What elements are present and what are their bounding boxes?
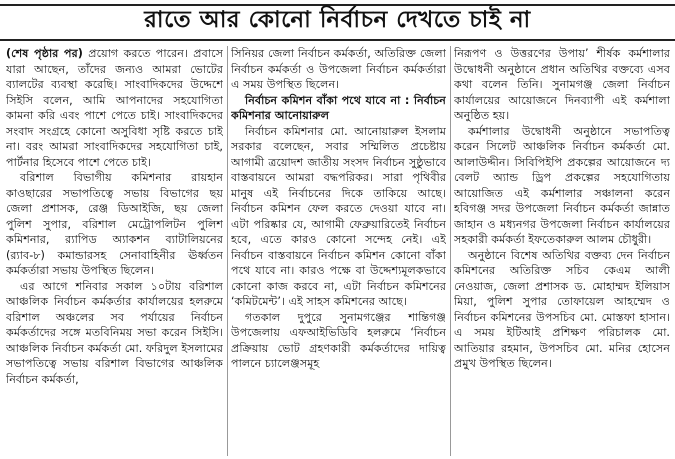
column-3 xyxy=(454,46,670,456)
headline-bottom-rule xyxy=(0,39,675,41)
continuation-tag: (শেষ পৃষ্ঠার পর) xyxy=(6,47,83,60)
article-body xyxy=(6,46,670,456)
paragraph: এর আগে শনিবার সকাল ১০টায় বরিশাল আঞ্চলিক নির্বাচন কর্মকর্তার কার্যালয়ের হলরুমে বরিশাল অঞ্চলের সব পর্যায়ের নির্বাচন কর্মকর্তাদের সঙ্গে মতবিনিময় সভা করেন সিইসি। আঞ্চলিক নির্বাচন কর্মকর্তা মো. ফরিদুল ইসলামের সভাপতিত্বে সভায় বরিশাল বিভাগের আঞ্চলিক নির্বাচন কর্মকর্তা, xyxy=(6,279,223,386)
paragraph: বরিশাল বিভাগীয় কমিশনার রায়হান কাওছারের সভাপতিত্বে সভায় বিভাগের ছয় জেলা প্রশাসক, রেঞ্জ ডিআইজি, ছয় জেলা পুলিশ সুপার, বরিশাল মেট্রোপলিটন পুলিশ কমিশনার, র‍্যাপিড অ্যাকশন ব্যাটালিয়নের (র‍্যাব-৮) কমান্ডারসহ সেনাবাহিনীর ঊর্ধ্বতন কর্মকর্তারা সভায় উপস্থিত ছিলেন। xyxy=(6,171,223,277)
paragraph: কর্মশালার উদ্বোধনী অনুষ্ঠানে সভাপতিত্ব করেন সিলেট আঞ্চলিক নির্বাচন কর্মকর্তা মো. আলাউদ্দীন। সিবিপিইপি প্রকল্পের আয়োজনে দ্য বেলট অ্যান্ড ড্রিপ প্রকল্পের সহযোগিতায় আয়োজিত এই কর্মশালার সঞ্চালনা করেন হবিগঞ্জ সদর উপজেলা নির্বাচন কর্মকর্তা জান্নাত জাহান ও মধ্যনগর উপজেলা নির্বাচন কার্যালয়ের সহকারী কর্মকর্তা ইফতেকারুল আলম চৌধুরী। xyxy=(454,124,670,246)
subheading: নির্বাচন কমিশন বাঁকা পথে যাবে না : নির্বাচন কমিশনার আনোয়ারুল xyxy=(231,93,446,122)
paragraph: নির্বাচন কমিশনার মো. আনোয়ারুল ইসলাম সরকার বলেছেন, সবার সম্মিলিত প্রচেষ্টায় আগামী ত্রয়োদশ জাতীয় সংসদ নির্বাচন সুষ্ঠুভাবে বাস্তবায়নে আমরা বদ্ধপরিকর। সারা পৃথিবীর মানুষ এই নির্বাচনের দিকে তাকিয়ে আছে। নির্বাচন কমিশন ফেল করতে দেওয়া যাবে না। এটা পরিষ্কার যে, আগামী ফেব্রুয়ারিতেই নির্বাচন হবে, এতে কারও কোনো সন্দেহ নেই। এই নির্বাচন বাস্তবায়নে নির্বাচন কমিশন কোনো বাঁকা পথে যাবে না। কারও পক্ষে বা উদ্দেশ্যমূলকভাবে কোনো কাজ করবে না, এটা নির্বাচন কমিশনের ‘কমিটমেন্ট’। এই সাহস কমিশনের আছে। xyxy=(231,124,446,308)
paragraph: সিনিয়র জেলা নির্বাচন কর্মকর্তা, অতিরিক্ত জেলা নির্বাচন কর্মকর্তা ও উপজেলা নির্বাচন কর্মকর্তারা এ সময় উপস্থিত ছিলেন। xyxy=(231,47,446,91)
paragraph-text: প্রয়োগ করতে পারেন। প্রবাসে যারা আছেন, তাঁদের জন্যও আমরা ভোটের ব্যালটের ব্যবস্থা করেছি। সাংবাদিকদের উদ্দেশে সিইসি বলেন, আমি আপনাদের সহযোগিতা কামনা করি এবং পাশে পেতে চাই। সাংবাদিকদের সংবাদ সংগ্রহে কোনো অসুবিধা সৃষ্টি করতে চাই না। বরং আমরা সাংবাদিকদের সহযোগিতা চাই, পার্টনার হিসেবে পাশে পেতে চাই। xyxy=(6,47,223,169)
paragraph: অনুষ্ঠানে বিশেষ অতিথির বক্তব্য দেন নির্বাচন কমিশনের অতিরিক্ত সচিব কেএম আলী নেওয়াজ, জেলা প্রশাসক ড. মোহাম্মদ ইলিয়াস মিয়া, পুলিশ সুপার তোফায়েল আহম্মেদ ও নির্বাচন কমিশনের উপসচিব মো. মোস্তফা হাসান। এ সময় ইটিআই প্রশিক্ষণ পরিচালক মো. আতিয়ার রহমান, উপসচিব মো. মনির হোসেন প্রমুখ উপস্থিত ছিলেন। xyxy=(454,248,670,370)
paragraph xyxy=(6,46,223,170)
paragraph: গতকাল দুপুরে সুনামগঞ্জের শান্তিগঞ্জ উপজেলায় এফআইভিডিবি হলরুমে ‘নির্বাচন প্রক্রিয়ায় ভোট গ্রহণকারী কর্মকর্তাদের দায়িত্ব পালনে চ্যালেঞ্জসমূহ xyxy=(231,310,446,370)
headline: রাতে আর কোনো নির্বাচন দেখতে চাই না xyxy=(144,6,531,33)
paragraph: নিরূপণ ও উত্তরণের উপায়’ শীর্ষক কর্মশালার উদ্বোধনী অনুষ্ঠানে প্রধান অতিথির বক্তব্যে এসব কথা বলেন তিনি। সুনামগঞ্জ জেলা নির্বাচন কার্যালয়ের আয়োজনে দিনব্যাপী এই কর্মশালা অনুষ্ঠিত হয়। xyxy=(454,47,670,122)
column-2 xyxy=(231,46,446,456)
column-1 xyxy=(6,46,223,456)
